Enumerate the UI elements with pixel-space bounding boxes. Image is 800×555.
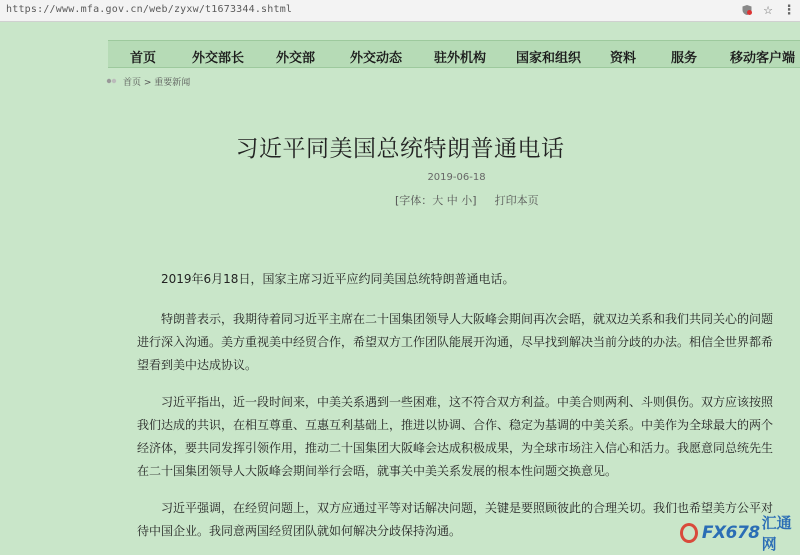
article-tools xyxy=(395,192,539,208)
font-size-label: [字体： xyxy=(395,194,433,207)
address-bar[interactable] xyxy=(0,0,800,22)
main-nav xyxy=(108,40,800,68)
article-date: 2019-06-18 xyxy=(427,172,486,183)
font-medium-button[interactable]: 中 xyxy=(446,194,458,207)
nav-item-missions[interactable]: 驻外机构 xyxy=(434,51,487,66)
star-icon[interactable]: ☆ xyxy=(763,3,773,17)
breadcrumb xyxy=(123,75,190,88)
breadcrumb-separator: > xyxy=(141,78,155,88)
watermark-logo xyxy=(680,514,800,553)
font-small-button[interactable]: 小 xyxy=(461,194,473,207)
breadcrumb-home[interactable]: 首页 xyxy=(123,78,142,88)
breadcrumb-current[interactable]: 重要新闻 xyxy=(154,78,191,88)
watermark-brand: FX678 xyxy=(701,523,760,543)
logo-ring-icon xyxy=(680,523,698,543)
font-large-button[interactable]: 大 xyxy=(432,194,444,207)
watermark-cn: 汇通网 xyxy=(761,514,792,553)
home-icon xyxy=(106,76,118,86)
nav-item-ministry[interactable]: 外交部 xyxy=(276,51,316,66)
url-text[interactable]: https://www.mfa.gov.cn/web/zyxw/t1673344.shtml xyxy=(6,4,293,15)
nav-item-resources[interactable]: 资料 xyxy=(610,51,637,66)
article-paragraph: 习近平强调，在经贸问题上，双方应通过平等对话解决问题，关键是要照顾彼此的合理关切。我们也希望美方公平对待中国企业。我同意两国经贸团队就如何解决分歧保持沟通。 xyxy=(137,501,774,538)
font-size-close: ] xyxy=(472,194,477,207)
nav-item-mobile[interactable]: 移动客户端 xyxy=(730,51,796,66)
nav-item-services[interactable]: 服务 xyxy=(671,51,698,66)
nav-item-minister[interactable]: 外交部长 xyxy=(192,51,245,66)
nav-item-diplomatic-news[interactable]: 外交动态 xyxy=(350,51,403,66)
menu-icon[interactable]: ⋮ xyxy=(782,2,796,18)
article-paragraph: 2019年6月18日，国家主席习近平应约同美国总统特朗普通电话。 xyxy=(161,272,515,286)
article-paragraph: 习近平指出，近一段时间来，中美关系遇到一些困难，这不符合双方利益。中美合则两利、斗则俱伤。双方应该按照我们达成的共识，在相互尊重、互惠互利基础上，推进以协调、合作、稳定为基调的中美关系。中美作为全球最大的两个经济体，要共同发挥引领作用，推动二十国集团大阪峰会达成积极成果，为全球市场注入信心和活力。我愿意同总统先生在二十国集团领导人大阪峰会期间举行会晤，就事关中美关系发展的根本性问题交换意见。 xyxy=(137,395,774,478)
print-button[interactable]: 打印本页 xyxy=(494,194,539,207)
shield-icon[interactable] xyxy=(739,2,755,18)
article-paragraph: 特朗普表示，我期待着同习近平主席在二十国集团领导人大阪峰会期间再次会晤，就双边关系和我们共同关心的问题进行深入沟通。美方重视美中经贸合作，希望双方工作团队能展开沟通，尽早找到解决当前分歧的办法。相信全世界都希望看到美中达成协议。 xyxy=(137,312,774,372)
nav-item-countries[interactable]: 国家和组织 xyxy=(516,51,582,66)
article-title: 习近平同美国总统特朗普通电话 xyxy=(235,136,565,162)
nav-item-home[interactable]: 首页 xyxy=(130,51,157,66)
